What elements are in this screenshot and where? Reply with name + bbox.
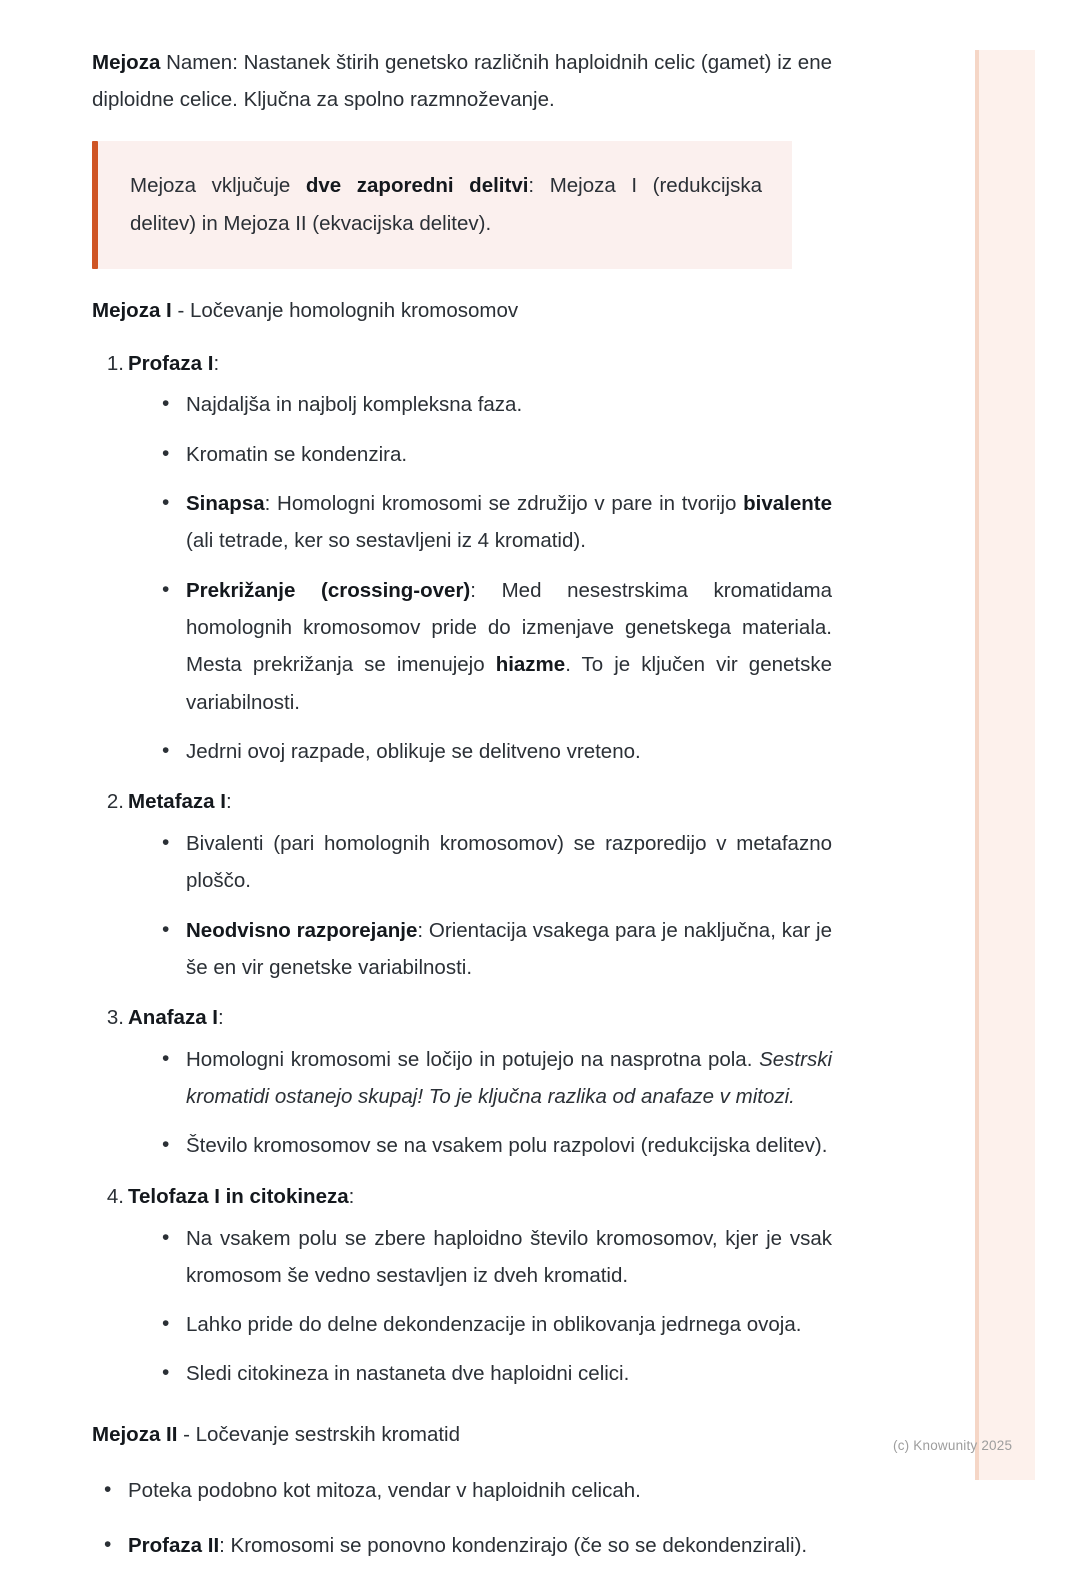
list-item	[158, 1220, 832, 1295]
phase-title	[128, 1002, 832, 1035]
phase-title-bold: Anafaza I	[128, 1006, 218, 1030]
list-item	[158, 485, 832, 560]
phase-bullets	[128, 1041, 832, 1165]
list-item	[158, 436, 832, 473]
list-item	[128, 348, 832, 770]
callout-text-after: : Mejoza I (redukcijska delitev) in Mejoza II (ekvacijska delitev).	[130, 173, 763, 235]
callout-text-before: Mejoza vključuje	[130, 173, 306, 197]
bullet-text: Homologni kromosomi se ločijo in potujejo na nasprotna pola.	[186, 1047, 760, 1071]
list-item	[158, 386, 832, 423]
watermark: (c) Knowunity 2025	[893, 1438, 1013, 1453]
phase-title	[128, 1181, 832, 1214]
list-item	[158, 1355, 832, 1392]
section-two-title-bold: Mejoza II	[92, 1422, 178, 1446]
phase-bullets	[128, 386, 832, 770]
section-one-title-rest: - Ločevanje homolognih kromosomov	[171, 298, 519, 322]
bullet-bold-2: bivalente	[743, 492, 832, 516]
bullet-text-2: . To je ključen vir genetske variabilnosti.	[186, 653, 832, 714]
list-item	[158, 1127, 832, 1164]
phase-title-rest: :	[213, 351, 220, 375]
list-item	[100, 1527, 832, 1564]
section-two-title-rest: - Ločevanje sestrskih kromatid	[177, 1422, 460, 1446]
section-heading-mejoza-i	[92, 295, 832, 328]
bullet-bold: Profaza II	[128, 1533, 220, 1557]
list-item	[158, 825, 832, 900]
callout-box	[92, 141, 792, 269]
bullet-text: : Kromosomi se ponovno kondenzirajo (če so se dekondenzirali).	[219, 1533, 808, 1557]
list-item	[100, 1472, 832, 1509]
bullet-bold: Prekrižanje (crossing-over)	[186, 578, 471, 602]
phase-title-bold: Metafaza I	[128, 790, 226, 814]
bullet-text-2: (ali tetrade, ker so sestavljeni iz 4 kromatid).	[186, 529, 586, 553]
bullet-text: Najdaljša in najbolj kompleksna faza.	[186, 393, 523, 417]
phase-title	[128, 348, 832, 381]
list-item	[158, 1041, 832, 1116]
bullet-text: Jedrni ovoj razpade, oblikuje se delitveno vreteno.	[186, 739, 641, 763]
bullet-text: Sledi citokineza in nastaneta dve haploidni celici.	[186, 1362, 630, 1386]
list-item	[128, 786, 832, 986]
list-item	[128, 1181, 832, 1393]
list-item	[158, 572, 832, 721]
list-item	[158, 1306, 832, 1343]
bullet-text: Na vsakem polu se zbere haploidno število kromosomov, kjer je vsak kromosom še vedno sestavljen iz dveh kromatid.	[186, 1226, 832, 1287]
section-heading-mejoza-ii	[92, 1419, 832, 1452]
callout-paragraph	[130, 167, 762, 243]
phase-title-bold: Profaza I	[128, 351, 214, 375]
intro-text: Namen: Nastanek štirih genetsko različnih haploidnih celic (gamet) iz ene diploidne celice. Ključna za spolno razmnoževanje.	[92, 51, 832, 112]
phase-title-rest: :	[218, 1006, 224, 1030]
bullet-text: Bivalenti (pari homolognih kromosomov) se razporedijo v metafazno ploščo.	[186, 831, 832, 893]
right-edge-accent-line	[975, 50, 979, 1480]
list-item	[128, 1002, 832, 1165]
bullet-bold: Neodvisno razporejanje	[186, 918, 418, 942]
bullet-text: Kromatin se kondenzira.	[186, 442, 408, 466]
phases-list	[92, 348, 832, 1393]
bullet-bold: Sinapsa	[186, 492, 265, 516]
section-one-title-bold: Mejoza I	[92, 298, 172, 322]
right-edge-decorative-strip	[975, 50, 1035, 1480]
bullet-text: : Med nesestrskima kromatidama homolognih kromosomov pride do izmenjave genetskega materiala. Mesta prekrižanja se imenujejo	[186, 578, 832, 677]
phase-bullets	[128, 825, 832, 986]
list-item	[158, 912, 832, 987]
list-item	[158, 733, 832, 770]
bullet-text: : Homologni kromosomi se združijo v pare in tvorijo	[264, 492, 744, 516]
intro-paragraph	[92, 44, 832, 119]
callout-accent-bar	[92, 141, 98, 269]
phase-title-bold: Telofaza I in citokineza	[128, 1184, 349, 1208]
callout-bold-phrase: dve zaporedni delitvi	[305, 173, 529, 197]
bullet-text: Lahko pride do delne dekondenzacije in oblikovanja jedrnega ovoja.	[186, 1313, 802, 1337]
bullet-italic: Sestrski kromatidi ostanejo skupaj! To je ključna razlika od anafaze v mitozi.	[186, 1047, 832, 1109]
phase-title-rest: :	[225, 790, 232, 814]
phase-title-rest: :	[348, 1184, 355, 1208]
phase-bullets	[128, 1220, 832, 1393]
phase-title	[128, 786, 832, 819]
bullet-text: Poteka podobno kot mitoza, vendar v haploidnih celicah.	[128, 1478, 641, 1502]
intro-lead-bold: Mejoza	[92, 51, 161, 74]
bullet-bold-2: hiazme	[495, 653, 566, 677]
bullet-text: : Orientacija vsakega para je naključna, kar je še en vir genetske variabilnosti.	[186, 918, 832, 979]
bullet-text: Število kromosomov se na vsakem polu razpolovi (redukcijska delitev).	[186, 1134, 828, 1158]
section-two-bullets	[92, 1472, 832, 1565]
document-content	[92, 44, 832, 1582]
